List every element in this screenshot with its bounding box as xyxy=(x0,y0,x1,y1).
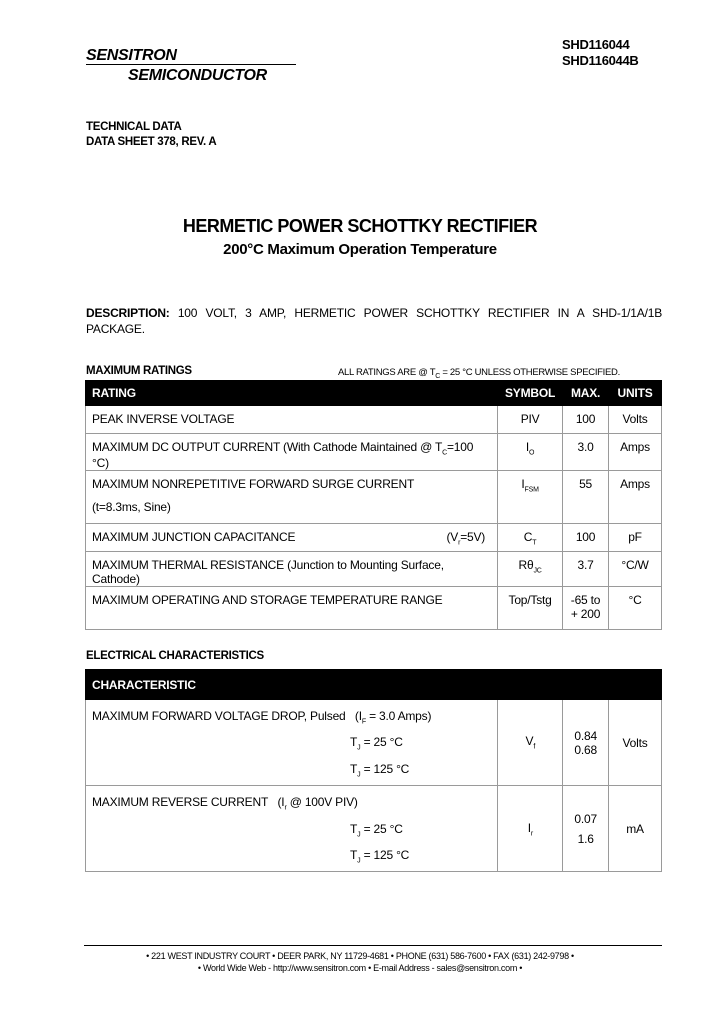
table-row: PEAK INVERSE VOLTAGE PIV 100 Volts xyxy=(86,406,662,434)
description-label: DESCRIPTION: xyxy=(86,306,170,320)
footer-address: • 221 WEST INDUSTRY COURT • DEER PARK, NY 11729-4681 • PHONE (631) 586-7600 • FAX (631) 242-9798 • xyxy=(146,951,574,961)
description xyxy=(86,305,662,337)
company-name-line2: SEMICONDUCTOR xyxy=(128,67,267,84)
logo-divider xyxy=(86,64,296,65)
table-row: MAXIMUM OPERATING AND STORAGE TEMPERATURE RANGE Top/Tstg -65 to + 200 °C xyxy=(86,587,662,630)
table-header-row xyxy=(86,381,662,406)
technical-data-label: TECHNICAL DATA xyxy=(86,121,182,133)
max-ratings-heading: MAXIMUM RATINGS xyxy=(86,365,192,377)
table-row: MAXIMUM FORWARD VOLTAGE DROP, Pulsed ($I_F = 3.0$ Amps) $T_J = 25$ °C $T_J = 125$ °C $V_f$ 0.84 0.68 Volts xyxy=(86,700,662,786)
document-subtitle: 200°C Maximum Operation Temperature xyxy=(223,241,497,258)
description-text: 100 VOLT, 3 AMP, HERMETIC POWER SCHOTTKY RECTIFIER IN A SHD-1/1A/1B PACKAGE. xyxy=(86,306,662,336)
document-title: HERMETIC POWER SCHOTTKY RECTIFIER xyxy=(182,216,538,236)
part-number-1: SHD116044 xyxy=(562,37,630,52)
electrical-heading: ELECTRICAL CHARACTERISTICS xyxy=(86,650,264,662)
part-number-2: SHD116044B xyxy=(562,53,639,68)
col-max: MAX. xyxy=(563,381,609,406)
col-characteristic: CHARACTERISTIC xyxy=(86,670,662,700)
col-units: UNITS xyxy=(609,381,662,406)
max-ratings-table xyxy=(85,380,662,630)
ratings-note: ALL RATINGS ARE @ $T_C = 25$ °C UNLESS OTHERWISE SPECIFIED. xyxy=(338,367,620,380)
table-row: MAXIMUM REVERSE CURRENT ($I_r$ @ 100V PIV) $T_J = 25$ °C $T_J = 125$ °C $I_r$ 0.07 1.6 mA xyxy=(86,786,662,872)
datasheet-revision: DATA SHEET 378, REV. A xyxy=(86,136,217,148)
footer-contact: • World Wide Web - http://www.sensitron.com • E-mail Address - sales@sensitron.com • xyxy=(197,963,523,973)
company-name-line1: SENSITRON xyxy=(86,47,177,64)
table-row: MAXIMUM THERMAL RESISTANCE (Junction to Mounting Surface, Cathode) $R\theta_{JC}$ 3.7 °C/W xyxy=(86,552,662,587)
table-row: MAXIMUM JUNCTION CAPACITANCE $(V_r=5V)$ $C_T$ 100 pF xyxy=(86,524,662,552)
col-rating: RATING xyxy=(86,381,498,406)
footer-divider xyxy=(84,945,662,946)
table-header-row xyxy=(86,670,662,700)
col-symbol: SYMBOL xyxy=(498,381,563,406)
electrical-table xyxy=(85,669,662,872)
table-row: MAXIMUM NONREPETITIVE FORWARD SURGE CURRENT (t=8.3ms, Sine) $I_{FSM}$ 55 Amps xyxy=(86,471,662,524)
table-row: MAXIMUM DC OUTPUT CURRENT (With Cathode Maintained @ $T_C=100$ °C) $I_O$ 3.0 Amps xyxy=(86,434,662,471)
